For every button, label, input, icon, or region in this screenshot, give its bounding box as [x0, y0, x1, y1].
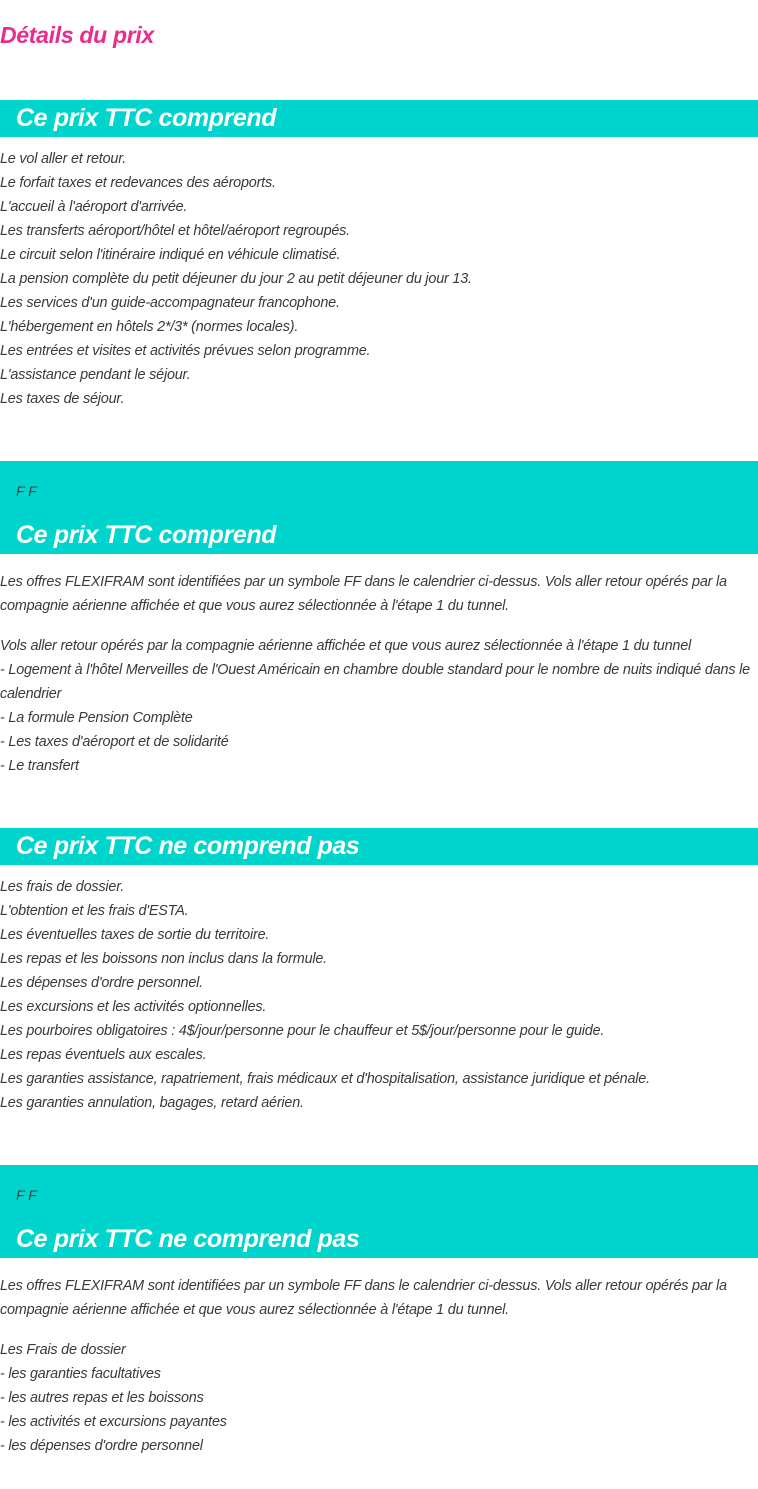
ff-not-included-list	[0, 1338, 758, 1458]
list-item: Les transferts aéroport/hôtel et hôtel/aéroport regroupés.	[0, 223, 350, 239]
list-item: - Le transfert	[0, 758, 79, 774]
list-item: - les dépenses d'ordre personnel	[0, 1438, 203, 1454]
list-item: L'accueil à l'aéroport d'arrivée.	[0, 199, 188, 215]
list-item: Les entrées et visites et activités prévues selon programme.	[0, 343, 371, 359]
list-item: Les frais de dossier.	[0, 879, 125, 895]
list-item: - La formule Pension Complète	[0, 710, 193, 726]
list-item: Les pourboires obligatoires : 4$/jour/personne pour le chauffeur et 5$/jour/personne pour le guide.	[0, 1023, 605, 1039]
included-list	[0, 147, 758, 411]
ff-included-list	[0, 634, 758, 778]
list-item: - les autres repas et les boissons	[0, 1390, 204, 1406]
list-item: - Logement à l'hôtel Merveilles de l'Ouest Américain en chambre double standard pour le nombre de nuits indiqué dans le calendrier	[0, 662, 750, 702]
list-item: Le forfait taxes et redevances des aéroports.	[0, 175, 276, 191]
list-item: L'hébergement en hôtels 2*/3* (normes locales).	[0, 319, 299, 335]
section-header-ff-not-included	[0, 1165, 758, 1258]
section-heading: Ce prix TTC comprend	[16, 521, 277, 549]
list-item: Les garanties assistance, rapatriement, frais médicaux et d'hospitalisation, assistance juridique et pénale.	[0, 1071, 650, 1087]
list-item: - les garanties facultatives	[0, 1366, 161, 1382]
list-item: Le vol aller et retour.	[0, 151, 127, 167]
list-item: Le circuit selon l'itinéraire indiqué en véhicule climatisé.	[0, 247, 341, 263]
section-heading: Ce prix TTC ne comprend pas	[16, 832, 360, 860]
ff-intro: Les offres FLEXIFRAM sont identifiées par un symbole FF dans le calendrier ci-dessus. Vols aller retour opérés par la compagnie aérienne affichée et que vous aurez sélectionnée à l'étape 1 du tunnel.	[0, 574, 727, 614]
list-item: - Les taxes d'aéroport et de solidarité	[0, 734, 229, 750]
list-item: Les dépenses d'ordre personnel.	[0, 975, 203, 991]
section-header-included	[0, 100, 758, 137]
ff-code: F F	[16, 1187, 37, 1203]
list-item: La pension complète du petit déjeuner du jour 2 au petit déjeuner du jour 13.	[0, 271, 472, 287]
section-header-ff-included	[0, 461, 758, 554]
ff-code: F F	[16, 483, 37, 499]
list-item: Les repas et les boissons non inclus dans la formule.	[0, 951, 327, 967]
list-item: Les garanties annulation, bagages, retard aérien.	[0, 1095, 304, 1111]
list-item: - les activités et excursions payantes	[0, 1414, 227, 1430]
list-item: Les excursions et les activités optionnelles.	[0, 999, 267, 1015]
list-item: Vols aller retour opérés par la compagnie aérienne affichée et que vous aurez sélectionnée à l'étape 1 du tunnel	[0, 638, 692, 654]
ff-intro: Les offres FLEXIFRAM sont identifiées par un symbole FF dans le calendrier ci-dessus. Vols aller retour opérés par la compagnie aérienne affichée et que vous aurez sélectionnée à l'étape 1 du tunnel.	[0, 1278, 727, 1318]
section-heading: Ce prix TTC ne comprend pas	[16, 1225, 360, 1253]
page-title: Détails du prix	[0, 22, 154, 48]
not-included-list	[0, 875, 758, 1115]
list-item: Les taxes de séjour.	[0, 391, 125, 407]
section-heading: Ce prix TTC comprend	[16, 104, 277, 132]
section-header-not-included	[0, 828, 758, 865]
list-item: Les éventuelles taxes de sortie du territoire.	[0, 927, 270, 943]
list-item: L'obtention et les frais d'ESTA.	[0, 903, 189, 919]
list-item: Les repas éventuels aux escales.	[0, 1047, 207, 1063]
list-item: L'assistance pendant le séjour.	[0, 367, 191, 383]
list-item: Les Frais de dossier	[0, 1342, 126, 1358]
list-item: Les services d'un guide-accompagnateur francophone.	[0, 295, 340, 311]
